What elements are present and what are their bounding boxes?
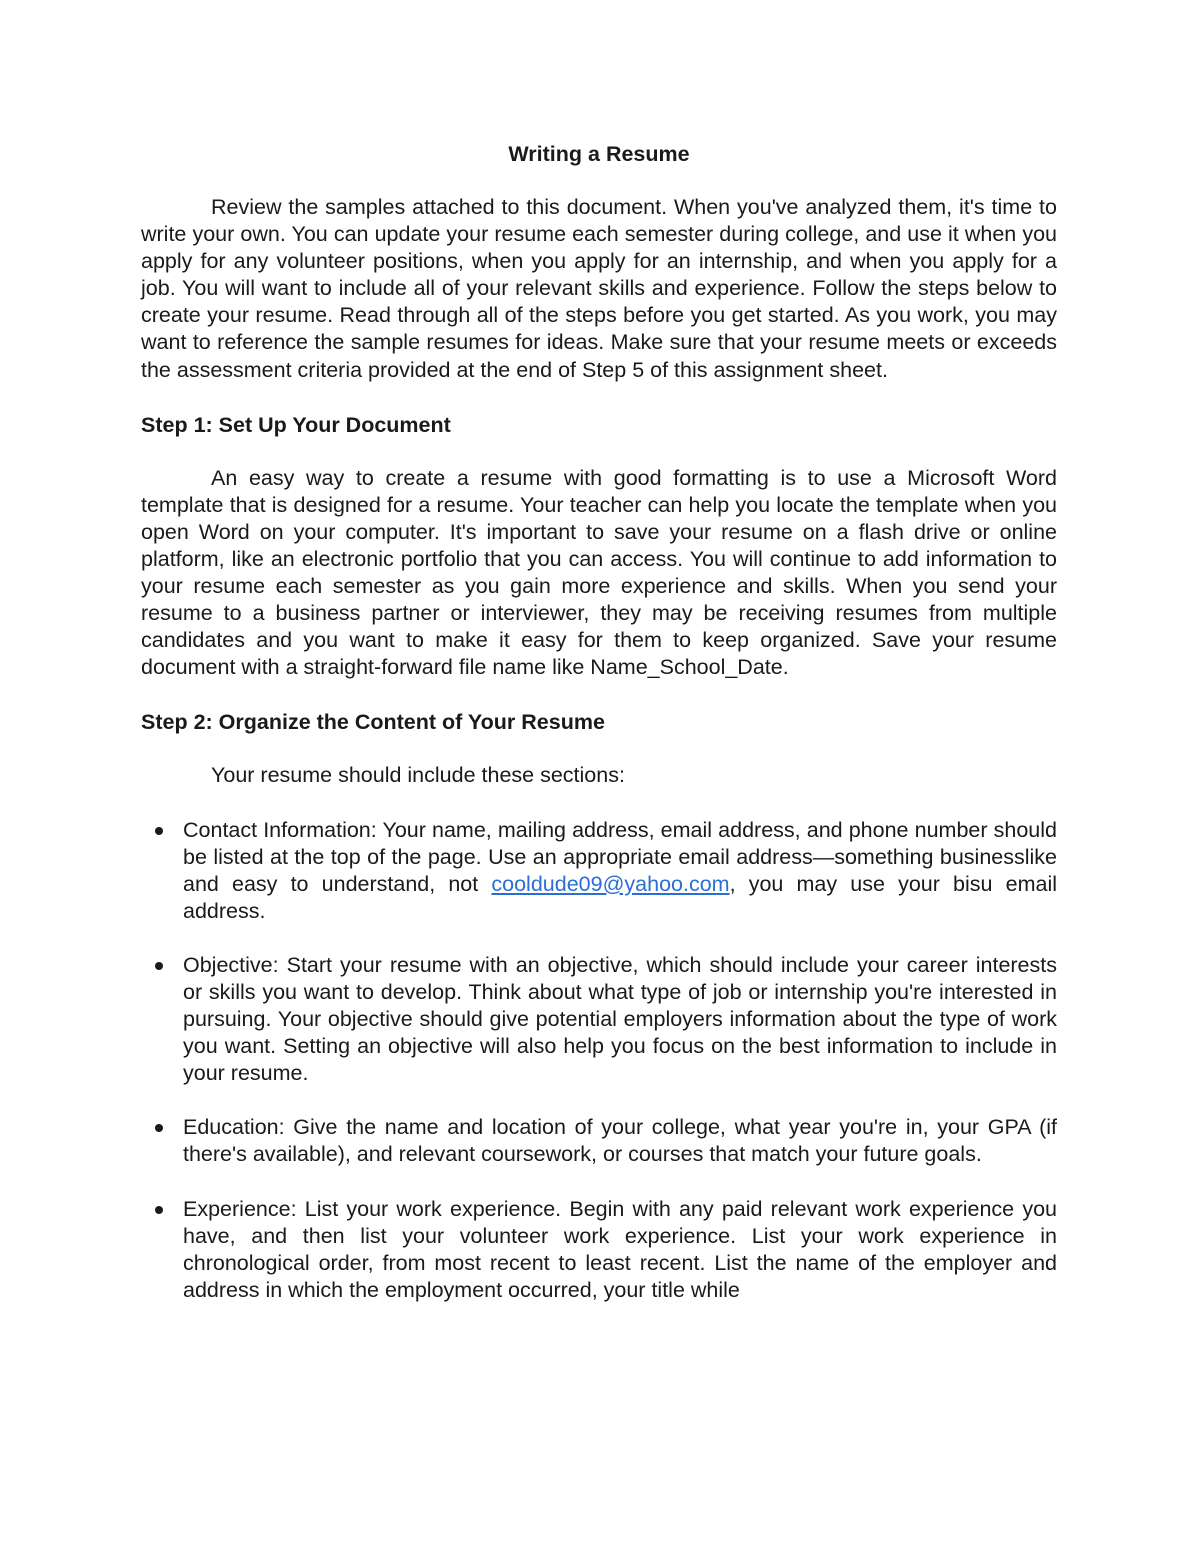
sections-list <box>141 817 1057 1304</box>
contact-text-after: , you may use your bisu email address. <box>183 871 1058 923</box>
contact-text-before: Contact Information: Your name, mailing address, email address, and phone number should be listed at the top of the page. Use an appropriate email address—something businesslike and easy to understand, not <box>183 817 1057 896</box>
bullet-icon <box>155 1124 163 1132</box>
list-item-education <box>141 1114 1057 1168</box>
bullet-icon <box>155 1206 163 1214</box>
bullet-icon <box>155 962 163 970</box>
bullet-icon <box>155 827 163 835</box>
step1-heading: Step 1: Set Up Your Document <box>141 412 451 437</box>
list-item-experience <box>141 1196 1057 1304</box>
step2-intro: Your resume should include these sections: <box>211 763 625 788</box>
step1-paragraph: An easy way to create a resume with good formatting is to use a Microsoft Word template that is designed for a resume. Your teacher can help you locate the template when you open Word on your computer. It's important to save your resume on a flash drive or online platform, like an electronic portfolio that you can access. You will continue to add information to your resume each semester as you gain more experience and skills. When you send your resume to a business partner or interviewer, they may be receiving resumes from multiple candidates and you want to make it easy for them to keep organized. Save your resume document with a straight-forward file name like Name_School_Date. <box>141 465 1057 680</box>
experience-text: Experience: List your work experience. Begin with any paid relevant work experience you have, and then list your volunteer work experience. List your work experience in chronological order, from most recent to least recent. List the name of the employer and address in which the employment occurred, your title while <box>183 1196 1057 1302</box>
document-page <box>141 140 1057 1331</box>
list-item-objective <box>141 952 1057 1087</box>
email-link[interactable]: cooldude09@yahoo.com <box>491 871 730 896</box>
objective-text: Objective: Start your resume with an objective, which should include your career interests or skills you want to develop. Think about what type of job or internship you're interested in pursuing. Your objective should give potential employers information about the type of work you want. Setting an objective will also help you focus on the best information to include in your resume. <box>183 952 1057 1086</box>
list-item-contact <box>141 817 1057 925</box>
intro-paragraph: Review the samples attached to this document. When you've analyzed them, it's time to write your own. You can update your resume each semester during college, and use it when you apply for any volunteer positions, when you apply for an internship, and when you apply for a job. You will want to include all of your relevant skills and experience. Follow the steps below to create your resume. Read through all of the steps before you get started. As you work, you may want to reference the sample resumes for ideas. Make sure that your resume meets or exceeds the assessment criteria provided at the end of Step 5 of this assignment sheet. <box>141 195 1057 382</box>
step2-heading: Step 2: Organize the Content of Your Resume <box>141 710 605 735</box>
education-text: Education: Give the name and location of your college, what year you're in, your GPA (if there's available), and relevant coursework, or courses that match your future goals. <box>183 1115 1057 1167</box>
document-title: Writing a Resume <box>508 142 690 166</box>
